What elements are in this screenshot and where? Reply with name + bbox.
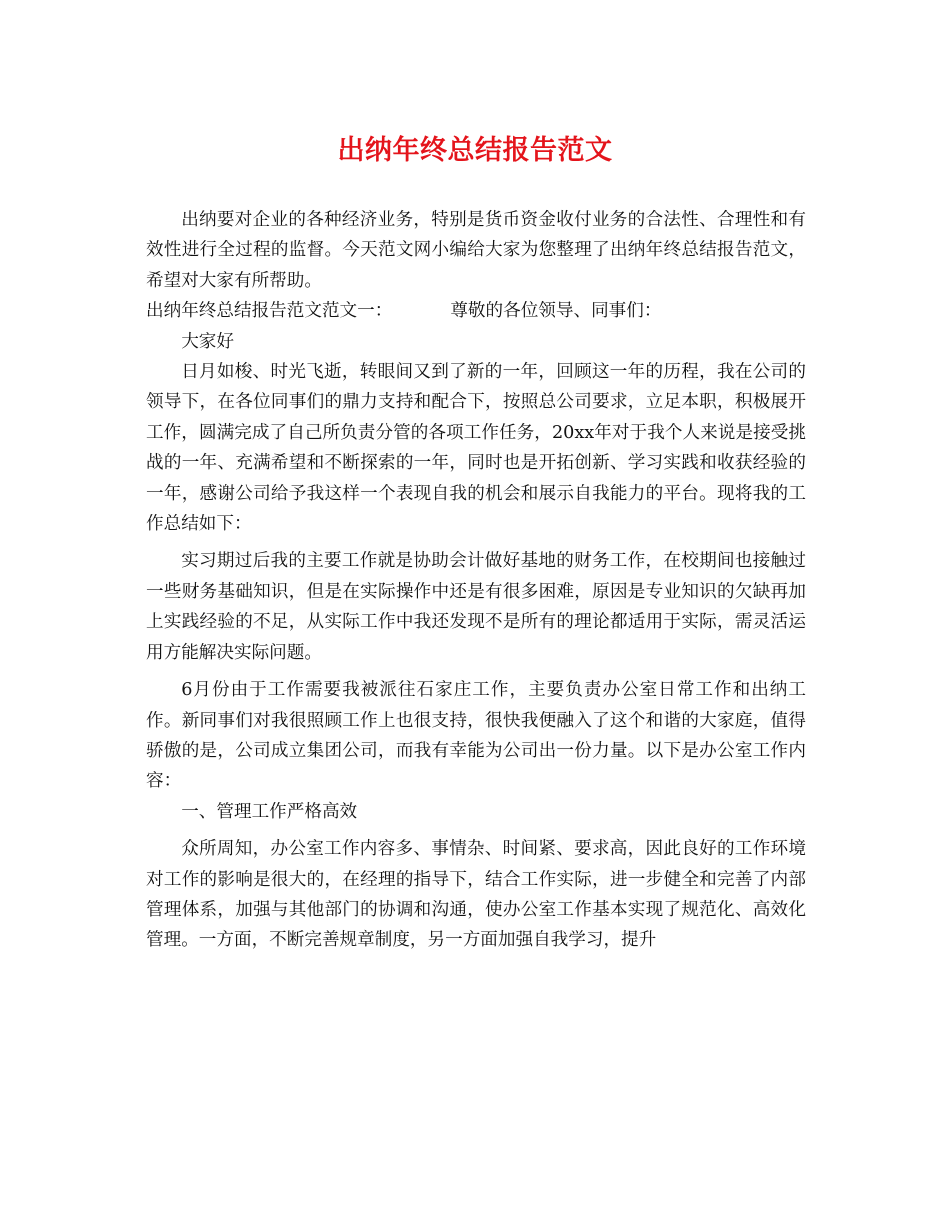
- body-paragraph: 日月如梭、时光飞逝，转眼间又到了新的一年，回顾这一年的历程，我在公司的领导下，在各位同事们的鼎力支持和配合下，按照总公司要求，立足本职，积极展开工作，圆满完成了自己所负责分管的各项工作任务，20xx年对于我个人来说是接受挑战的一年、充满希望和不断探索的一年，同时也是开拓创新、学习实践和收获经验的一年，感谢公司给予我这样一个表现自我的机会和展示自我能力的平台。现将我的工作总结如下：: [146, 362, 806, 535]
- body-paragraph: 众所周知，办公室工作内容多、事情杂、时间紧、要求高，因此良好的工作环境对工作的影响是很大的，在经理的指导下，结合工作实际，进一步健全和完善了内部管理体系，加强与其他部门的协调和沟通，使办公室工作基本实现了规范化、高效化管理。一方面，不断完善规章制度，另一方面加强自我学习，提升: [146, 839, 806, 951]
- document-body: [146, 205, 806, 956]
- intro-paragraph: 出纳要对企业的各种经济业务，特别是货币资金收付业务的合法性、合理性和有效性进行全过程的监督。今天范文网小编给大家为您整理了出纳年终总结报告范文，希望对大家有所帮助。: [146, 210, 806, 291]
- document-title: 出纳年终总结报告范文: [337, 135, 613, 166]
- body-paragraph: 实习期过后我的主要工作就是协助会计做好基地的财务工作，在校期间也接触过一些财务基础知识，但是在实际操作中还是有很多困难，原因是专业知识的欠缺再加上实践经验的不足，从实际工作中我还发现不是所有的理论都适用于实际，需灵活运用方能解决实际问题。: [146, 551, 806, 663]
- body-paragraph: 6月份由于工作需要我被派往石家庄工作，主要负责办公室日常工作和出纳工作。新同事们对我很照顾工作上也很支持，很快我便融入了这个和谐的大家庭，值得骄傲的是，公司成立集团公司，而我有幸能为公司出一份力量。以下是办公室工作内容：: [146, 680, 806, 792]
- sample-heading: 出纳年终总结报告范文范文一：: [146, 301, 393, 322]
- sample-heading-line: [146, 296, 806, 326]
- salutation: 尊敬的各位领导、同事们：: [450, 301, 662, 322]
- greeting: 大家好: [181, 331, 234, 352]
- section-heading: 一、管理工作严格高效: [181, 801, 358, 822]
